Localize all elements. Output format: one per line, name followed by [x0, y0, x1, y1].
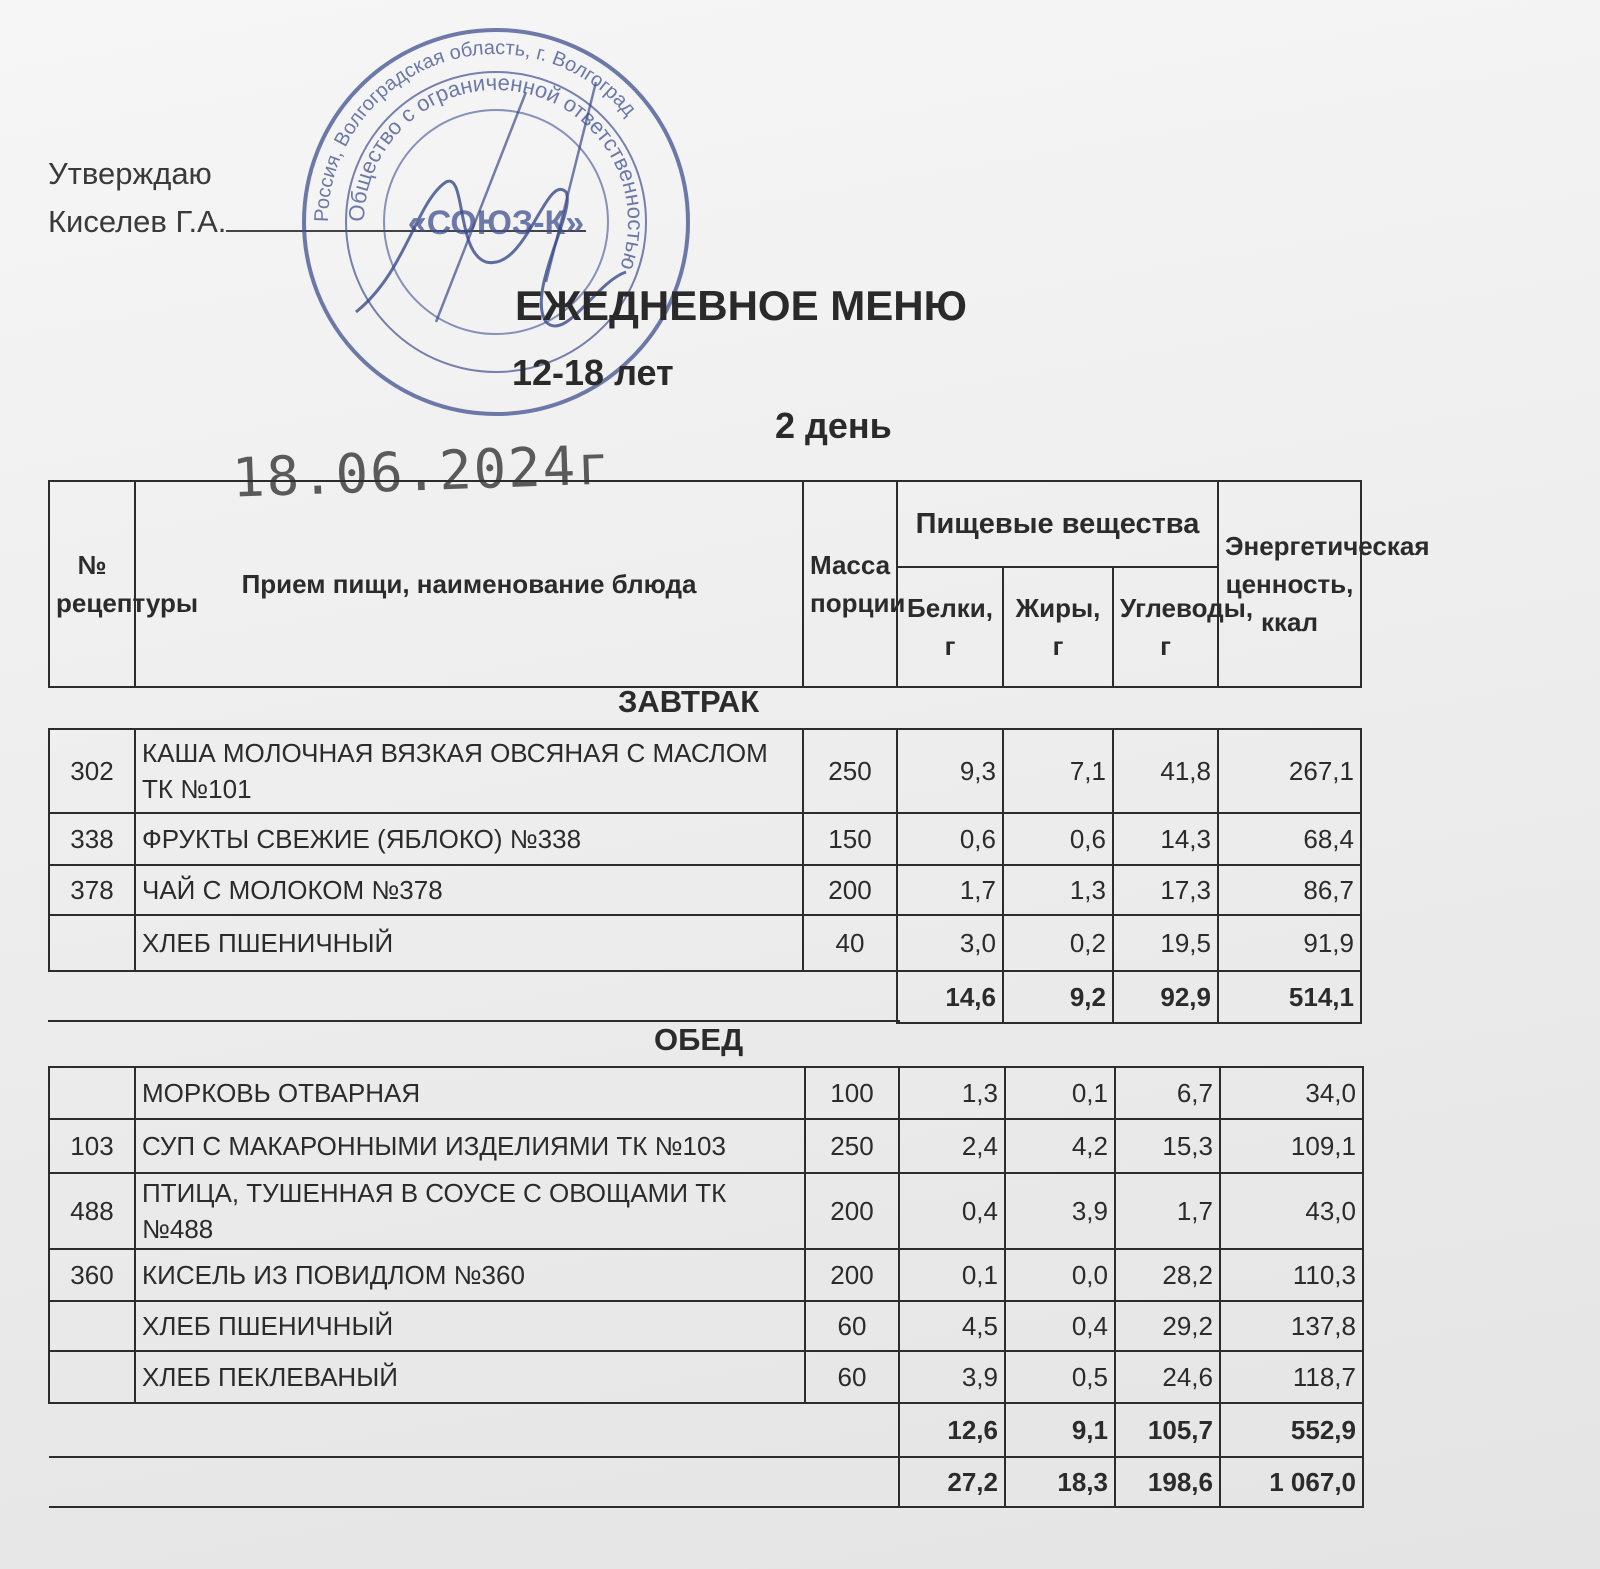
stamp-center-text: «СОЮЗ-К»	[407, 204, 585, 242]
handwritten-date: 18.06.2024г	[231, 433, 613, 510]
menu-row	[49, 813, 1361, 865]
header-recipe: № рецептуры	[49, 481, 135, 687]
recipe-number	[49, 1351, 135, 1403]
protein-value: 0,1	[899, 1249, 1005, 1301]
grand-total-energy: 1 067,0	[1220, 1457, 1363, 1507]
carbs-value: 28,2	[1115, 1249, 1220, 1301]
header-nutrients: Пищевые вещества	[897, 481, 1218, 567]
energy-value: 109,1	[1220, 1119, 1363, 1173]
carbs-value: 41,8	[1113, 729, 1218, 813]
carbs-value: 1,7	[1115, 1173, 1220, 1249]
energy-value: 34,0	[1220, 1067, 1363, 1119]
age-group: 12-18 лет	[512, 352, 674, 393]
fat-value: 0,6	[1003, 813, 1113, 865]
portion-mass: 250	[803, 729, 897, 813]
carbs-value: 6,7	[1115, 1067, 1220, 1119]
lunch-total-fat: 9,1	[1005, 1403, 1115, 1457]
protein-value: 3,0	[897, 915, 1003, 971]
page-title: ЕЖЕДНЕВНОЕ МЕНЮ	[515, 282, 967, 329]
carbs-value: 15,3	[1115, 1119, 1220, 1173]
portion-mass: 150	[803, 813, 897, 865]
dish-name: ХЛЕБ ПШЕНИЧНЫЙ	[135, 1301, 805, 1351]
energy-value: 267,1	[1218, 729, 1361, 813]
lunch-total-carbs: 105,7	[1115, 1403, 1220, 1457]
energy-value: 86,7	[1218, 865, 1361, 915]
energy-value: 137,8	[1220, 1301, 1363, 1351]
grand-total-protein: 27,2	[899, 1457, 1005, 1507]
dish-name: КИСЕЛЬ ИЗ ПОВИДЛОМ №360	[135, 1249, 805, 1301]
protein-value: 1,7	[897, 865, 1003, 915]
section-lunch: ОБЕД	[654, 1022, 744, 1057]
fat-value: 1,3	[1003, 865, 1113, 915]
menu-row	[49, 1173, 1363, 1249]
dish-name: ФРУКТЫ СВЕЖИЕ (ЯБЛОКО) №338	[135, 813, 803, 865]
recipe-number: 103	[49, 1119, 135, 1173]
lunch-total-energy: 552,9	[1220, 1403, 1363, 1457]
stamp-inner-text: Общество с ограниченной ответственностью	[343, 69, 649, 274]
menu-row	[49, 1301, 1363, 1351]
dish-name: ЧАЙ С МОЛОКОМ №378	[135, 865, 803, 915]
menu-row	[49, 1351, 1363, 1403]
recipe-number: 338	[49, 813, 135, 865]
energy-value: 68,4	[1218, 813, 1361, 865]
header-protein: Белки, г	[897, 567, 1003, 687]
fat-value: 0,0	[1005, 1249, 1115, 1301]
menu-row	[49, 865, 1361, 915]
portion-mass: 60	[805, 1301, 899, 1351]
menu-row	[49, 1119, 1363, 1173]
breakfast-total-energy: 514,1	[1218, 971, 1361, 1023]
recipe-number	[49, 1301, 135, 1351]
protein-value: 0,4	[899, 1173, 1005, 1249]
portion-mass: 200	[805, 1249, 899, 1301]
dish-name: ХЛЕБ ПШЕНИЧНЫЙ	[135, 915, 803, 971]
energy-value: 118,7	[1220, 1351, 1363, 1403]
carbs-value: 19,5	[1113, 915, 1218, 971]
header-dish: Прием пищи, наименование блюда	[135, 481, 803, 687]
approval-label: Утверждаю	[48, 156, 212, 191]
protein-value: 3,9	[899, 1351, 1005, 1403]
protein-value: 1,3	[899, 1067, 1005, 1119]
portion-mass: 250	[805, 1119, 899, 1173]
energy-value: 43,0	[1220, 1173, 1363, 1249]
carbs-value: 17,3	[1113, 865, 1218, 915]
breakfast-total-carbs: 92,9	[1113, 971, 1218, 1023]
carbs-value: 29,2	[1115, 1301, 1220, 1351]
portion-mass: 40	[803, 915, 897, 971]
fat-value: 4,2	[1005, 1119, 1115, 1173]
menu-row	[49, 1249, 1363, 1301]
menu-row	[49, 1067, 1363, 1119]
recipe-number	[49, 915, 135, 971]
stamp-outer-text: Россия, Волгоградская область, г. Волгоград	[310, 36, 641, 223]
recipe-number: 378	[49, 865, 135, 915]
day-label: 2 день	[775, 405, 892, 446]
protein-value: 4,5	[899, 1301, 1005, 1351]
section-breakfast: ЗАВТРАК	[618, 684, 760, 719]
menu-row	[49, 915, 1361, 971]
carbs-value: 24,6	[1115, 1351, 1220, 1403]
header-carbs: Углеводы, г	[1113, 567, 1218, 687]
lunch-table	[48, 1066, 1364, 1508]
dish-name: СУП С МАКАРОННЫМИ ИЗДЕЛИЯМИ ТК №103	[135, 1119, 805, 1173]
recipe-number	[49, 1067, 135, 1119]
recipe-number: 302	[49, 729, 135, 813]
portion-mass: 200	[803, 865, 897, 915]
grand-total-fat: 18,3	[1005, 1457, 1115, 1507]
lunch-total-protein: 12,6	[899, 1403, 1005, 1457]
header-fat: Жиры, г	[1003, 567, 1113, 687]
dish-name: ПТИЦА, ТУШЕННАЯ В СОУСЕ С ОВОЩАМИ ТК №488	[135, 1173, 805, 1249]
energy-value: 110,3	[1220, 1249, 1363, 1301]
menu-header-table	[48, 480, 1430, 688]
header-mass: Масса порции	[803, 481, 897, 687]
approver-name: Киселев Г.А.	[48, 204, 227, 239]
fat-value: 0,4	[1005, 1301, 1115, 1351]
portion-mass: 200	[805, 1173, 899, 1249]
breakfast-underline	[48, 1020, 900, 1022]
protein-value: 2,4	[899, 1119, 1005, 1173]
fat-value: 0,5	[1005, 1351, 1115, 1403]
header-energy: Энергетическая ценность, ккал	[1218, 481, 1361, 687]
recipe-number: 360	[49, 1249, 135, 1301]
fat-value: 7,1	[1003, 729, 1113, 813]
dish-name: МОРКОВЬ ОТВАРНАЯ	[135, 1067, 805, 1119]
portion-mass: 60	[805, 1351, 899, 1403]
fat-value: 0,1	[1005, 1067, 1115, 1119]
protein-value: 9,3	[897, 729, 1003, 813]
dish-name: КАША МОЛОЧНАЯ ВЯЗКАЯ ОВСЯНАЯ С МАСЛОМ ТК №101	[135, 729, 803, 813]
breakfast-table	[48, 728, 1362, 1024]
fat-value: 3,9	[1005, 1173, 1115, 1249]
energy-value: 91,9	[1218, 915, 1361, 971]
portion-mass: 100	[805, 1067, 899, 1119]
grand-total-carbs: 198,6	[1115, 1457, 1220, 1507]
dish-name: ХЛЕБ ПЕКЛЕВАНЫЙ	[135, 1351, 805, 1403]
carbs-value: 14,3	[1113, 813, 1218, 865]
breakfast-total-fat: 9,2	[1003, 971, 1113, 1023]
menu-row	[49, 729, 1361, 813]
breakfast-total-protein: 14,6	[897, 971, 1003, 1023]
protein-value: 0,6	[897, 813, 1003, 865]
fat-value: 0,2	[1003, 915, 1113, 971]
recipe-number: 488	[49, 1173, 135, 1249]
